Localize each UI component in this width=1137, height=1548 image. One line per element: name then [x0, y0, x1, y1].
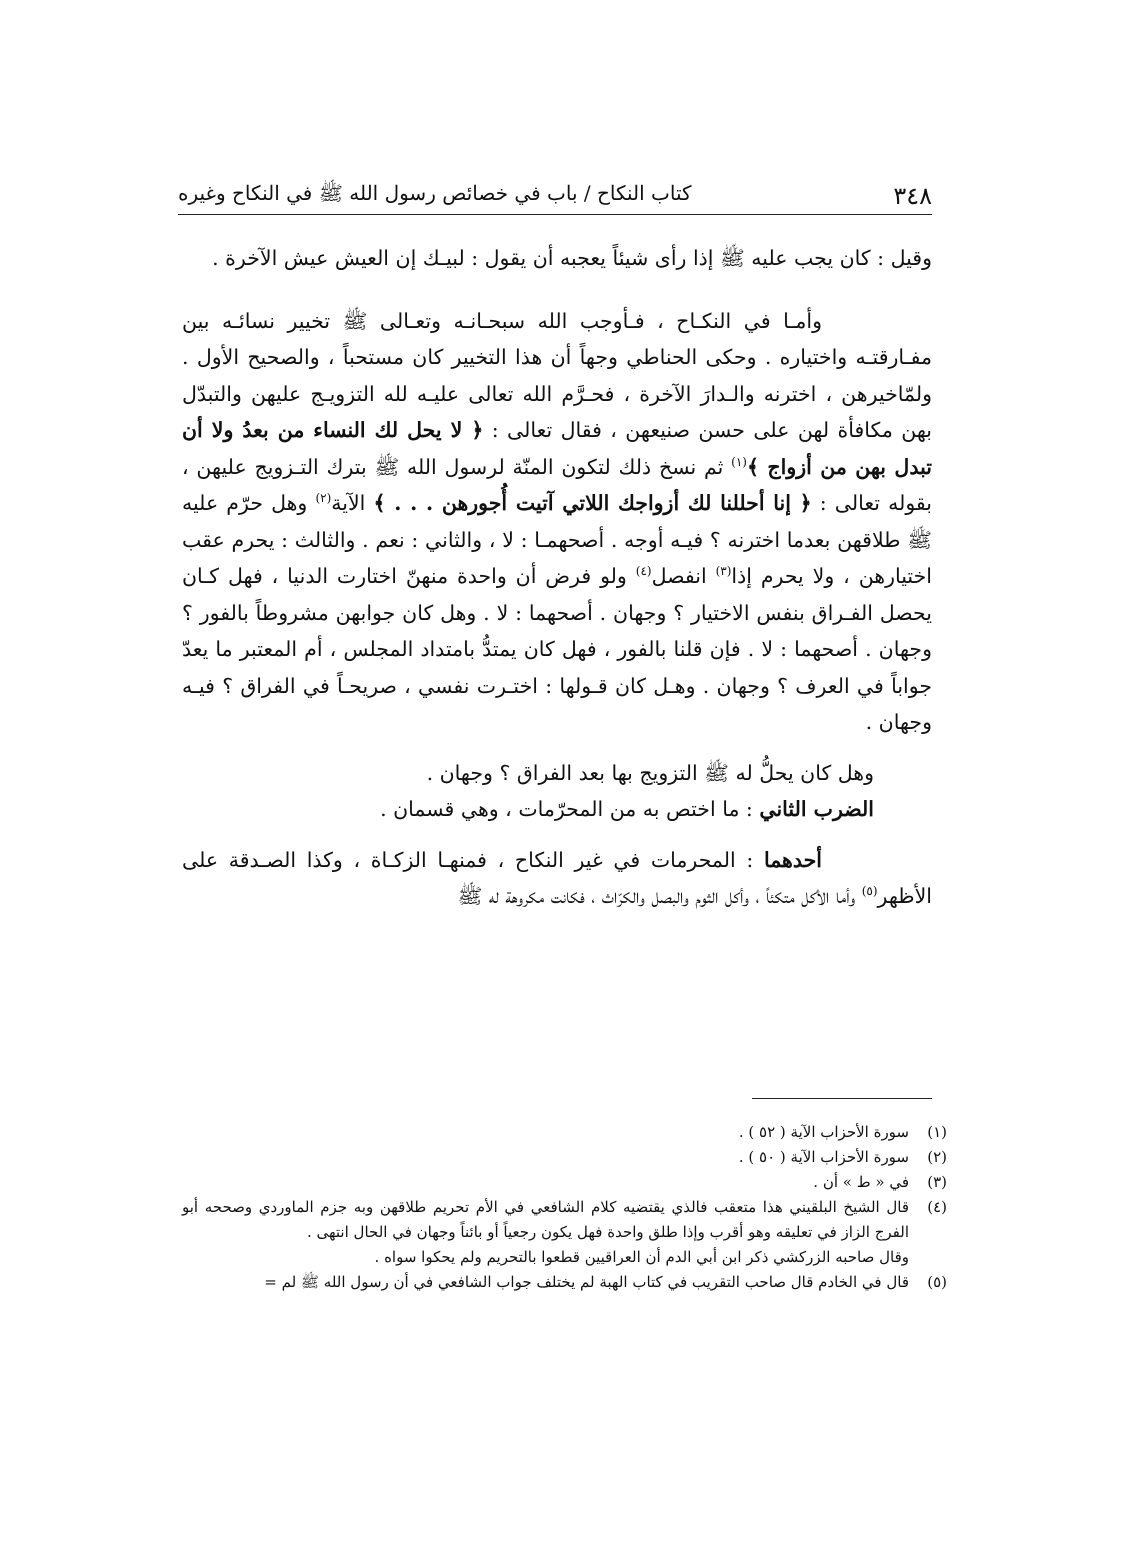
running-title: كتاب النكاح / باب في خصائص رسول الله ﷺ في النكاح وغيره: [178, 181, 692, 205]
footnote-text: قال في الخادم قال صاحب التقريب في كتاب الهبة لم يختلف جواب الشافعي في أن رسول الله ﷺ لم =: [264, 1273, 909, 1291]
footnote-text: سورة الأحزاب الآية ( ٥٢ ) .: [738, 1123, 909, 1141]
paragraph-2-text-d: وهل حرّم عليه ﷺ طلاقهن بعدما اخترنه ؟ فيـه أوجه . أصحهمـا : لا ، والثاني : نعم . والثالث : يحرم عقب اختيارهن ، ولا يحرم إذا: [182, 491, 932, 588]
footnote-4: [182, 1195, 947, 1245]
footnote-number: (٢): [927, 1148, 947, 1166]
footnote-separator: [752, 1098, 932, 1099]
footnote-ref-5[interactable]: (٥): [861, 884, 878, 899]
paragraph-2: [182, 303, 932, 741]
footnote-1: [182, 1120, 947, 1145]
quran-verse-1: ﴿ لا يحل لك النساء من بعدُ ولا أن تبدل بهن من أزواج ﴾: [182, 418, 932, 479]
footnote-text: قال الشيخ البلقيني هذا متعقب فالذي يقتضيه كلام الشافعي في الأم تحريم طلاقهن وبه جزم الماوردي وصححه أبو الفرج الزاز في تعليقه وهو أقرب وإذا طلق واحدة فهل يكون رجعياً أو بائناً وجهان في الحال انتهى .: [182, 1198, 909, 1241]
paragraph-2-text-b: ثم نسخ ذلك لتكون المنّة لرسول الله ﷺ بترك التـزويج عليهن ، بقوله تعالى :: [182, 454, 932, 515]
paragraph-3: وهل كان يحلُّ له ﷺ التزويج بها بعد الفراق ؟ وجهان .: [426, 760, 874, 785]
paragraph-1: وقيل : كان يجب عليه ﷺ إذا رأى شيئاً يعجبه أن يقول : لبيـك إن العيش عيش الآخرة .: [212, 246, 932, 270]
footnote-4-continued: [182, 1245, 947, 1270]
footnote-number: (٣): [927, 1173, 947, 1191]
section-label-second-type: الضرب الثاني: [759, 797, 874, 821]
footnote-2: [182, 1145, 947, 1170]
page-number: ٣٤٨: [893, 182, 932, 210]
paragraph-2-text-a: وأمـا في النكـاح ، فـأوجب الله سبحـانـه وتعـالى ﷺ تخيير نسائـه بين مفـارقتـه واختياره . وحكى الحناطي وجهاً أن هذا التخيير كان مستحباً ، والصحيح الأول . ولمّاخيرهن ، اخترنه والـدارَ الآخرة ، فحـرَّم الله تعالى عليـه لله التزويـج عليهن والتبدّل بهن مكافأة لهن على حسن صنيعهن ، فقال تعالى :: [182, 308, 933, 442]
paragraph-5-text-b: وأما الأكل متكئاً ، وأكل الثوم والبصل والكرّاث ، فكانت مكروهة له ﷺ: [457, 884, 862, 908]
footnote-number: (١): [927, 1123, 947, 1141]
paragraph-2-text-f: ولو فرض أن واحدة منهنّ اختارت الدنيا ، فهل كـان يحصل الفـراق بنفس الاختيار ؟ وجهان . أصحهما : لا . وهل كان جوابهن مشروطاً بالفور ؟ وجهان . أصحهما : لا . فإن قلنا بالفور ، فهل كان يمتدُّ بامتداد المجلس ، أم المعتبر ما يعدّ جواباً في العرف ؟ وجهان . وهـل كان قـولها : اختـرت نفسي ، صريحـاً في الفراق ؟ فيـه وجهان .: [182, 564, 932, 734]
paragraph-4-text: : ما اختص به من المحرّمات ، وهي قسمان .: [380, 797, 760, 821]
footnote-number: (٥): [927, 1273, 947, 1291]
footnote-3: [182, 1170, 947, 1195]
footnotes: [182, 1120, 947, 1295]
footnote-number: (٤): [927, 1198, 947, 1216]
footnote-ref-3[interactable]: (٣): [715, 564, 732, 579]
footnote-ref-1[interactable]: (١): [731, 454, 747, 469]
footnote-ref-2[interactable]: (٢): [315, 491, 332, 506]
section-label-first: أحدهما: [763, 847, 822, 872]
main-text: [182, 240, 932, 915]
footnote-5: [182, 1270, 947, 1295]
footnote-text: سورة الأحزاب الآية ( ٥٠ ) .: [738, 1148, 909, 1166]
paragraph-2-text-c: الآية: [331, 491, 374, 515]
paragraph-5: [182, 842, 932, 915]
paragraph-2-text-e: انفصل: [651, 564, 716, 588]
quran-verse-2: ﴿ إنا أحللنا لك أزواجك اللاتي آتيت أُجورهن . . . ﴾: [373, 491, 812, 515]
page-header: [178, 178, 932, 215]
footnote-ref-4[interactable]: (٤): [635, 564, 652, 579]
paragraph-4: [182, 791, 932, 828]
footnote-text: في « ط » أن .: [813, 1173, 909, 1191]
paragraph-5-text-a: : المحرمات في غير النكاح ، فمنهـا الزكـاة ، وكذا الصـدقة على الأظهر: [182, 847, 932, 908]
footnote-text: وقال صاحبه الزركشي ذكر ابن أبي الدم أن العراقيين قطعوا بالتحريم ولم يحكوا سواه .: [374, 1248, 909, 1266]
